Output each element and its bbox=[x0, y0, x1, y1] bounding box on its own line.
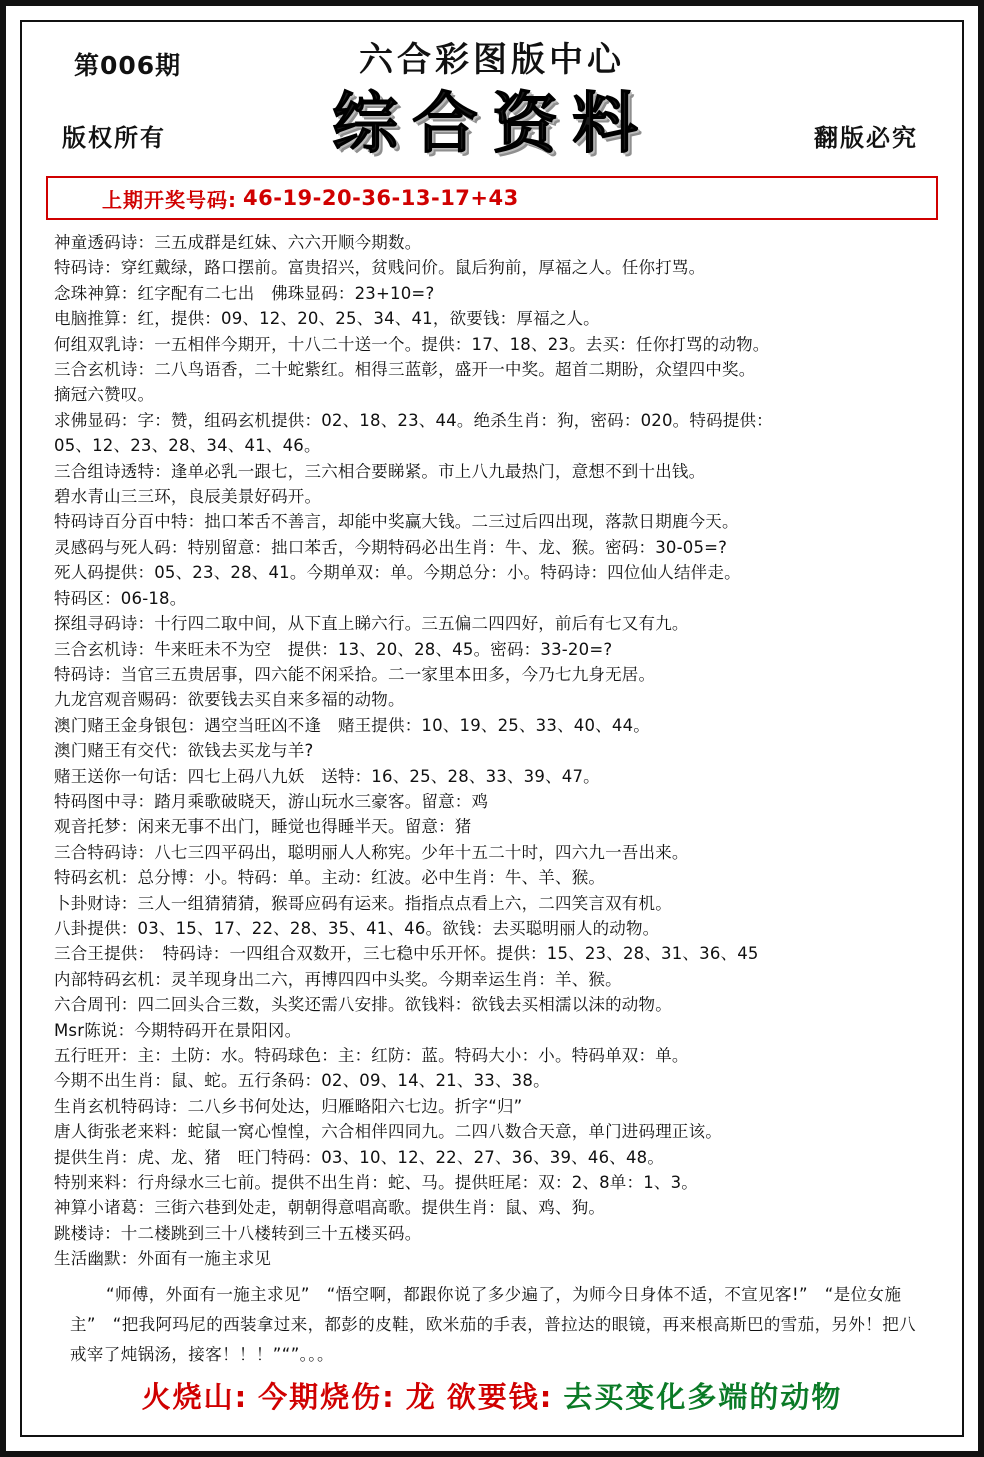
content-lines bbox=[40, 230, 944, 1272]
content-line: 求佛显码：字：赞，组码玄机提供：02、18、23、44。绝杀生肖：狗，密码：020。特码提供： bbox=[54, 410, 773, 430]
content-line: 跳楼诗：十二楼跳到三十八楼转到三十五楼买码。 bbox=[54, 1223, 422, 1243]
content-line: 神算小诸葛：三街六巷到处走，朝朝得意唱高歌。提供生肖：鼠、鸡、狗。 bbox=[54, 1198, 606, 1218]
content-line: 念珠神算：红字配有二七出 佛珠显码：23+10=? bbox=[54, 283, 435, 303]
content-line: Msr陈说：今期特码开在景阳冈。 bbox=[54, 1020, 302, 1040]
footer-label-2: 今期烧伤: bbox=[258, 1379, 396, 1414]
content-line: 摘冠六赞叹。 bbox=[54, 385, 155, 405]
content-line: 赌王送你一句话：四七上码八九妖 送特：16、25、28、33、39、47。 bbox=[54, 766, 600, 786]
previous-draw-numbers: 46-19-20-36-13-17+43 bbox=[243, 186, 519, 210]
content-line: 卜卦财诗：三人一组猜猜猜，猴哥应码有运来。指指点点看上六，二四笑言双有机。 bbox=[54, 893, 672, 913]
content-line: 生肖玄机特码诗：二八乡书何处达，归雁略阳六七边。折字“归” bbox=[54, 1096, 523, 1116]
page-title: 综合资料 bbox=[332, 85, 652, 162]
content-line: 特码图中寻：踏月乘歌破晓天，游山玩水三豪客。留意：鸡 bbox=[54, 791, 489, 811]
content-line: 八卦提供：03、15、17、22、28、35、41、46。欲钱：去买聪明丽人的动物。 bbox=[54, 918, 660, 938]
content-line: 唐人街张老来料：蛇鼠一窝心惶惶，六合相伴四同九。二四八数合天意，单门进码理正该。 bbox=[54, 1122, 722, 1142]
content-line: 五行旺开：主：土防：水。特码球色：主：红防：蓝。特码大小：小。特码单双：单。 bbox=[54, 1046, 689, 1065]
footer-label-3: 欲要钱: bbox=[446, 1379, 554, 1414]
joke-section bbox=[40, 1280, 944, 1370]
content-line: 碧水青山三三环，良辰美景好码开。 bbox=[54, 487, 322, 507]
content-line: 生活幽默：外面有一施主求见 bbox=[54, 1249, 272, 1269]
content-line: 内部特码玄机：灵羊现身出二六，再博四四中头奖。今期幸运生肖：羊、猴。 bbox=[54, 969, 622, 989]
content-line: 特码玄机：总分博：小。特码：单。主动：红波。必中生肖：牛、羊、猴。 bbox=[54, 868, 606, 888]
content-line: 提供生肖：虎、龙、猪 旺门特码：03、10、12、22、27、36、39、46、48。 bbox=[54, 1147, 665, 1167]
copyright-notice: 版权所有 bbox=[62, 124, 166, 152]
content-line: 特码诗：穿红戴绿，路口摆前。富贵招兴，贫贱问价。鼠后狗前，厚福之人。任你打骂。 bbox=[54, 258, 706, 278]
document-header bbox=[40, 22, 944, 172]
content-line: 特码区：06-18。 bbox=[54, 588, 187, 608]
content-line: 灵感码与死人码：特别留意：拙口苯舌，今期特码必出生肖：牛、龙、猴。密码：30-05=? bbox=[54, 537, 728, 557]
previous-draw-label: 上期开奖号码: bbox=[102, 187, 237, 212]
content-line: 三合王提供： 特码诗：一四组合双数开，三七稳中乐开怀。提供：15、23、28、31、36、45 bbox=[54, 944, 759, 964]
content-line: 电脑推算：红，提供：09、12、20、25、34、41，欲要钱：厚福之人。 bbox=[54, 309, 600, 329]
footer-banner bbox=[40, 1369, 944, 1421]
site-title: 六合彩图版中心 bbox=[359, 40, 625, 80]
reprint-warning: 翻版必究 bbox=[814, 124, 918, 152]
footer-value-1: 龙 bbox=[405, 1379, 437, 1414]
content-line: 何组双乳诗：一五相伴今期开，十八二十送一个。提供：17、18、23。去买：任你打骂的动物。 bbox=[54, 334, 770, 354]
content-line: 三合特码诗：八七三四平码出，聪明丽人人称宪。少年十五二十时，四六九一吾出来。 bbox=[54, 842, 689, 862]
content-line: 澳门赌王金身银包：遇空当旺凶不逢 赌王提供：10、19、25、33、40、44。 bbox=[54, 715, 650, 735]
content-line: 观音托梦：闲来无事不出门，睡觉也得睡半天。留意：猪 bbox=[54, 817, 472, 837]
content-line: 今期不出生肖：鼠、蛇。五行条码：02、09、14、21、33、38。 bbox=[54, 1071, 550, 1091]
issue-number: 第006期 bbox=[74, 51, 182, 80]
footer-label-1: 火烧山: bbox=[141, 1379, 249, 1414]
content-line: 死人码提供：05、23、28、41。今期单双：单。今期总分：小。特码诗：四位仙人结伴走。 bbox=[54, 563, 741, 583]
content-line: 三合玄机诗：牛来旺未不为空 提供：13、20、28、45。密码：33-20=? bbox=[54, 639, 613, 659]
content-line: 六合周刊：四二回头合三数，头奖还需八安排。欲钱料：欲钱去买相濡以沫的动物。 bbox=[54, 995, 672, 1015]
document-inner-frame bbox=[20, 20, 964, 1437]
content-line: 探组寻码诗：十行四二取中间，从下直上睇六行。三五偏二四四好，前后有七又有九。 bbox=[54, 614, 689, 634]
content-line: 澳门赌王有交代：欲钱去买龙与羊? bbox=[54, 741, 314, 761]
content-line: 特别来料：行舟绿水三七前。提供不出生肖：蛇、马。提供旺尾：双：2、8单：1、3。 bbox=[54, 1173, 698, 1193]
content-line: 三合玄机诗：二八鸟语香，二十蛇紫红。相得三蓝彰，盛开一中奖。超首二期盼，众望四中奖。 bbox=[54, 360, 756, 380]
footer-value-2: 去买变化多端的动物 bbox=[563, 1379, 843, 1414]
content-line: 05、12、23、28、34、41、46。 bbox=[54, 436, 321, 456]
content-line: 特码诗：当官三五贵居事，四六能不闲采拾。二一家里本田多，今乃七九身无居。 bbox=[54, 664, 656, 684]
joke-paragraph: “师傅，外面有一施主求见” “悟空啊，都跟你说了多少遍了，为师今日身体不适，不宣见客!” “是位女施主” “把我阿玛尼的西装拿过来，都彭的皮鞋，欧米茄的手表，普拉达的眼镜，再来根高斯巴的雪茄，另外！把八戒宰了炖锅汤，接客！！！”“”。。。 bbox=[70, 1284, 916, 1364]
content-line: 三合组诗透特：逢单必乳一跟七，三六相合要睇紧。市上八九最热门，意想不到十出钱。 bbox=[54, 461, 706, 481]
content-line: 九龙宫观音赐码：欲要钱去买自来多福的动物。 bbox=[54, 690, 405, 710]
content-line: 特码诗百分百中特：拙口苯舌不善言，却能中奖赢大钱。二三过后四出现，落款日期鹿今天。 bbox=[54, 512, 739, 532]
previous-draw-bar bbox=[46, 176, 938, 220]
content-line: 神童透码诗：三五成群是红妹、六六开顺今期数。 bbox=[54, 233, 422, 252]
